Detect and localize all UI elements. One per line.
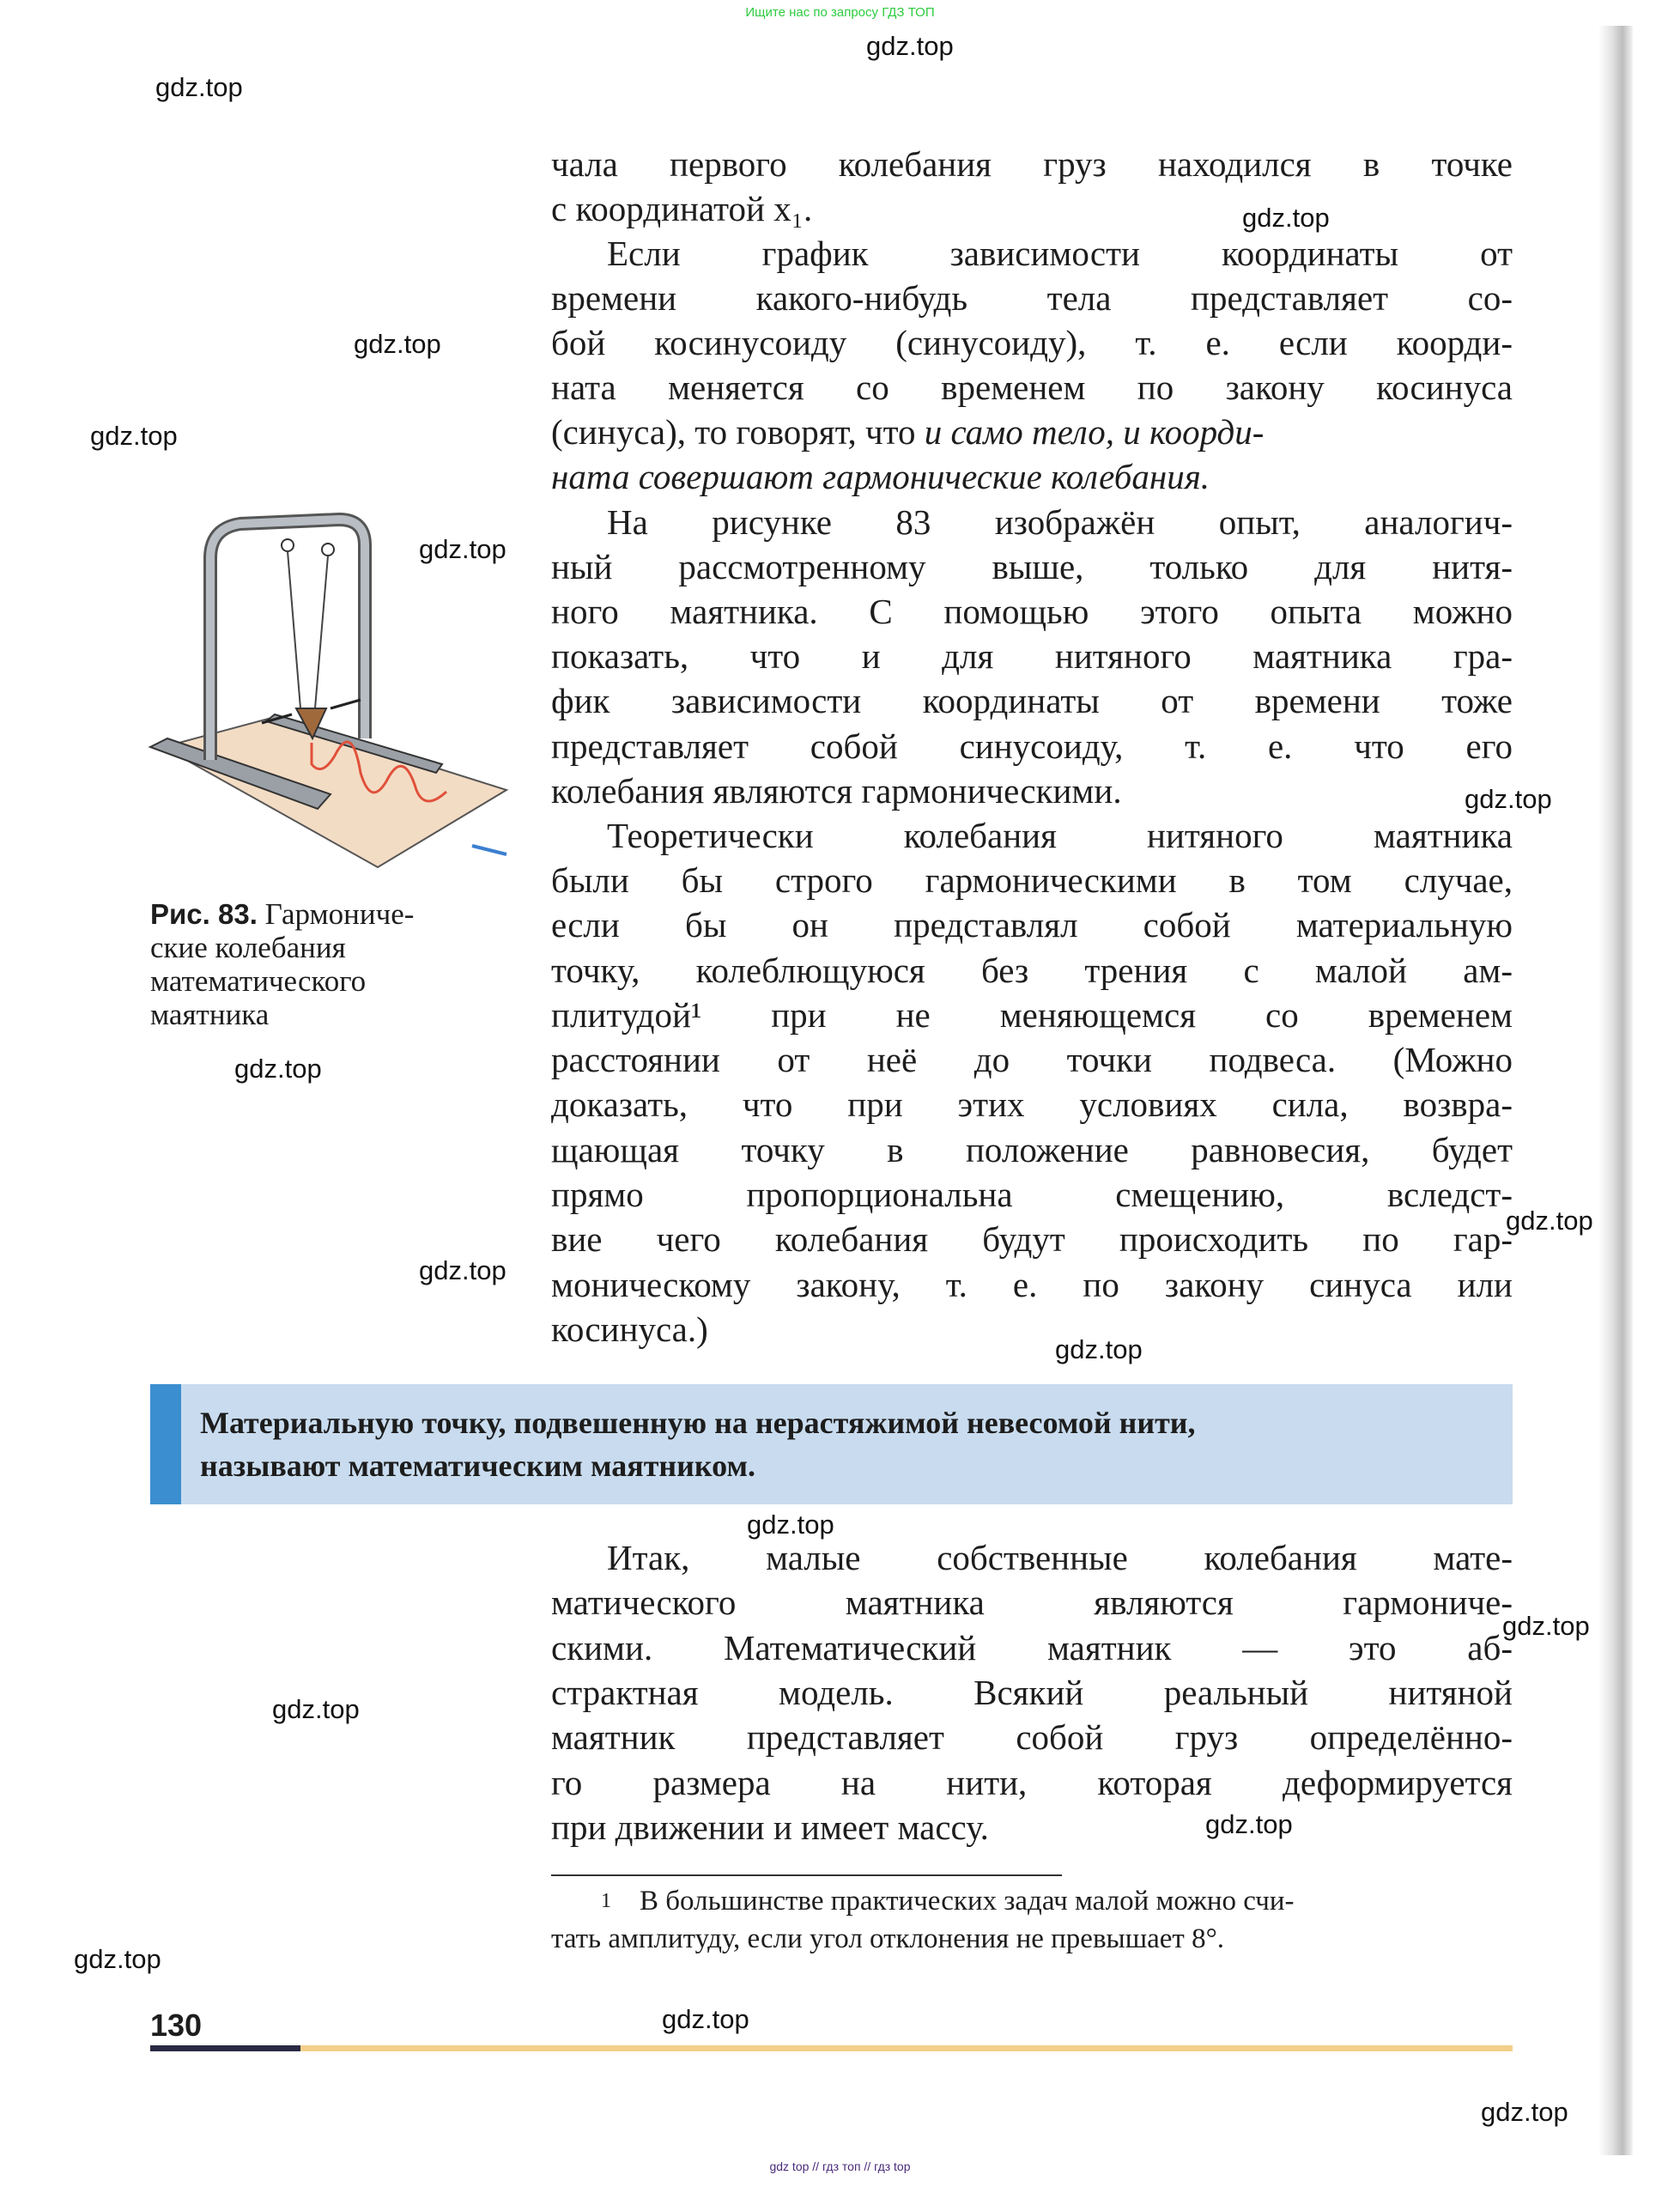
text-line: На рисунке 83 изображён опыт, аналогич-	[607, 502, 1513, 542]
text-line: ного маятника. С помощью этого опыта можно	[551, 592, 1513, 631]
text-line: матического маятника являются гармониче-	[551, 1583, 1513, 1622]
watermark: gdz.top	[354, 329, 441, 359]
watermark: gdz.top	[419, 1255, 506, 1285]
italic-span: и само тело, и коорди-	[924, 412, 1265, 452]
text-line: колебания являются гармоническими.	[551, 771, 1122, 811]
text-line: плитудой¹ при не меняющемся со временем	[551, 995, 1513, 1035]
text-line: ната совершают гармонические колебания.	[551, 457, 1210, 496]
text-line: чала первого колебания груз находился в точке	[551, 144, 1513, 184]
watermark: gdz.top	[1465, 784, 1552, 814]
text-line: маятник представляет собой груз определённо-	[551, 1717, 1513, 1757]
text-line: бой косинусоиду (синусоиду), т. е. если коорди-	[551, 323, 1513, 362]
footnote-marker: 1	[601, 1890, 611, 1912]
text-line: го размера на нити, которая деформируется	[551, 1763, 1513, 1802]
text-line: щающая точку в положение равновесия, будет	[551, 1130, 1513, 1169]
motion-arrow	[472, 846, 506, 854]
watermark: gdz.top	[1506, 1206, 1593, 1236]
watermark: gdz.top	[662, 2004, 749, 2034]
arrow-right	[331, 700, 361, 708]
text-line: точку, колеблющуюся без трения с малой ам-	[551, 951, 1513, 990]
text-line: Если график зависимости координаты от	[607, 234, 1513, 273]
text-line: ный рассмотренному выше, только для нитя-	[551, 547, 1513, 586]
watermark: gdz.top	[1481, 2097, 1568, 2127]
caption-line: Гармониче-	[264, 897, 415, 931]
footnote-rule	[551, 1874, 1062, 1876]
footer-rule	[150, 2045, 1513, 2051]
text-line: доказать, что при этих условиях сила, возвра-	[551, 1084, 1513, 1124]
caption-line: математического	[150, 964, 367, 998]
thread	[288, 551, 300, 708]
page-number: 130	[150, 2008, 203, 2043]
text-line: скими. Математический маятник — это аб-	[551, 1628, 1513, 1668]
watermark: gdz.top	[1205, 1809, 1293, 1839]
definition-line: Материальную точку, подвешенную на нерастяжимой невесомой нити,	[200, 1406, 1196, 1440]
text-line	[551, 410, 1513, 454]
text-line: моническому закону, т. е. по закону синуса или	[551, 1265, 1513, 1304]
figure-label: Рис. 83.	[150, 898, 258, 930]
text-line: представляет собой синусоиду, т. е. что его	[551, 726, 1513, 766]
definition-line: называют математическим маятником.	[200, 1449, 755, 1483]
pivot-left	[282, 539, 294, 551]
text-line: показать, что и для нитяного маятника гра-	[551, 636, 1513, 676]
pivot-right	[322, 544, 334, 556]
caption-line: ские колебания	[150, 931, 346, 964]
watermark: gdz.top	[74, 1944, 161, 1974]
thread	[315, 556, 328, 708]
watermark: gdz.top	[1502, 1611, 1590, 1641]
bottom-banner[interactable]: gdz top // гдз топ // гдз top	[769, 2160, 911, 2173]
page-edge-shadow	[1598, 26, 1633, 2155]
watermark: gdz.top	[234, 1054, 322, 1084]
definition-box	[150, 1384, 1513, 1504]
search-banner[interactable]: Ищите нас по запросу ГДЗ ТОП	[745, 5, 935, 20]
watermark: gdz.top	[272, 1694, 360, 1724]
text-span: (синуса), то говорят, что	[551, 412, 916, 452]
watermark: gdz.top	[1055, 1334, 1143, 1364]
text-line: с координатой x₁.	[551, 189, 813, 228]
text-line: были бы строго гармоническими в том случае,	[551, 860, 1513, 900]
figure-caption	[150, 897, 494, 1031]
text-line: вие чего колебания будут происходить по гар-	[551, 1219, 1513, 1259]
watermark: gdz.top	[747, 1510, 834, 1540]
text-line: если бы он представлял собой материальную	[551, 905, 1513, 945]
text-line: времени какого-нибудь тела представляет со-	[551, 278, 1513, 318]
watermark: gdz.top	[866, 31, 954, 61]
text-line: расстоянии от неё до точки подвеса. (Можно	[551, 1040, 1513, 1079]
definition-accent-bar	[150, 1384, 181, 1504]
footnote-line: тать амплитуду, если угол отклонения не превышает 8°.	[551, 1923, 1225, 1954]
watermark: gdz.top	[1242, 203, 1330, 233]
text-line: при движении и имеет массу.	[551, 1807, 989, 1847]
caption-line: маятника	[150, 998, 270, 1031]
text-line: Итак, малые собственные колебания мате-	[607, 1538, 1513, 1577]
watermark: gdz.top	[419, 534, 506, 564]
text-line: прямо пропорциональна смещению, вследст-	[551, 1175, 1513, 1214]
text-line: Теоретически колебания нитяного маятника	[607, 816, 1513, 855]
watermark: gdz.top	[90, 421, 178, 451]
footer-rule-accent	[150, 2045, 300, 2051]
text-line: страктная модель. Всякий реальный нитяной	[551, 1673, 1513, 1712]
text-line: фик зависимости координаты от времени тоже	[551, 681, 1513, 720]
text-line: ната меняется со временем по закону косинуса	[551, 368, 1513, 407]
watermark: gdz.top	[155, 72, 243, 102]
text-line: косинуса.)	[551, 1309, 708, 1349]
footnote-line: В большинстве практических задач малой можно счи-	[640, 1886, 1295, 1917]
